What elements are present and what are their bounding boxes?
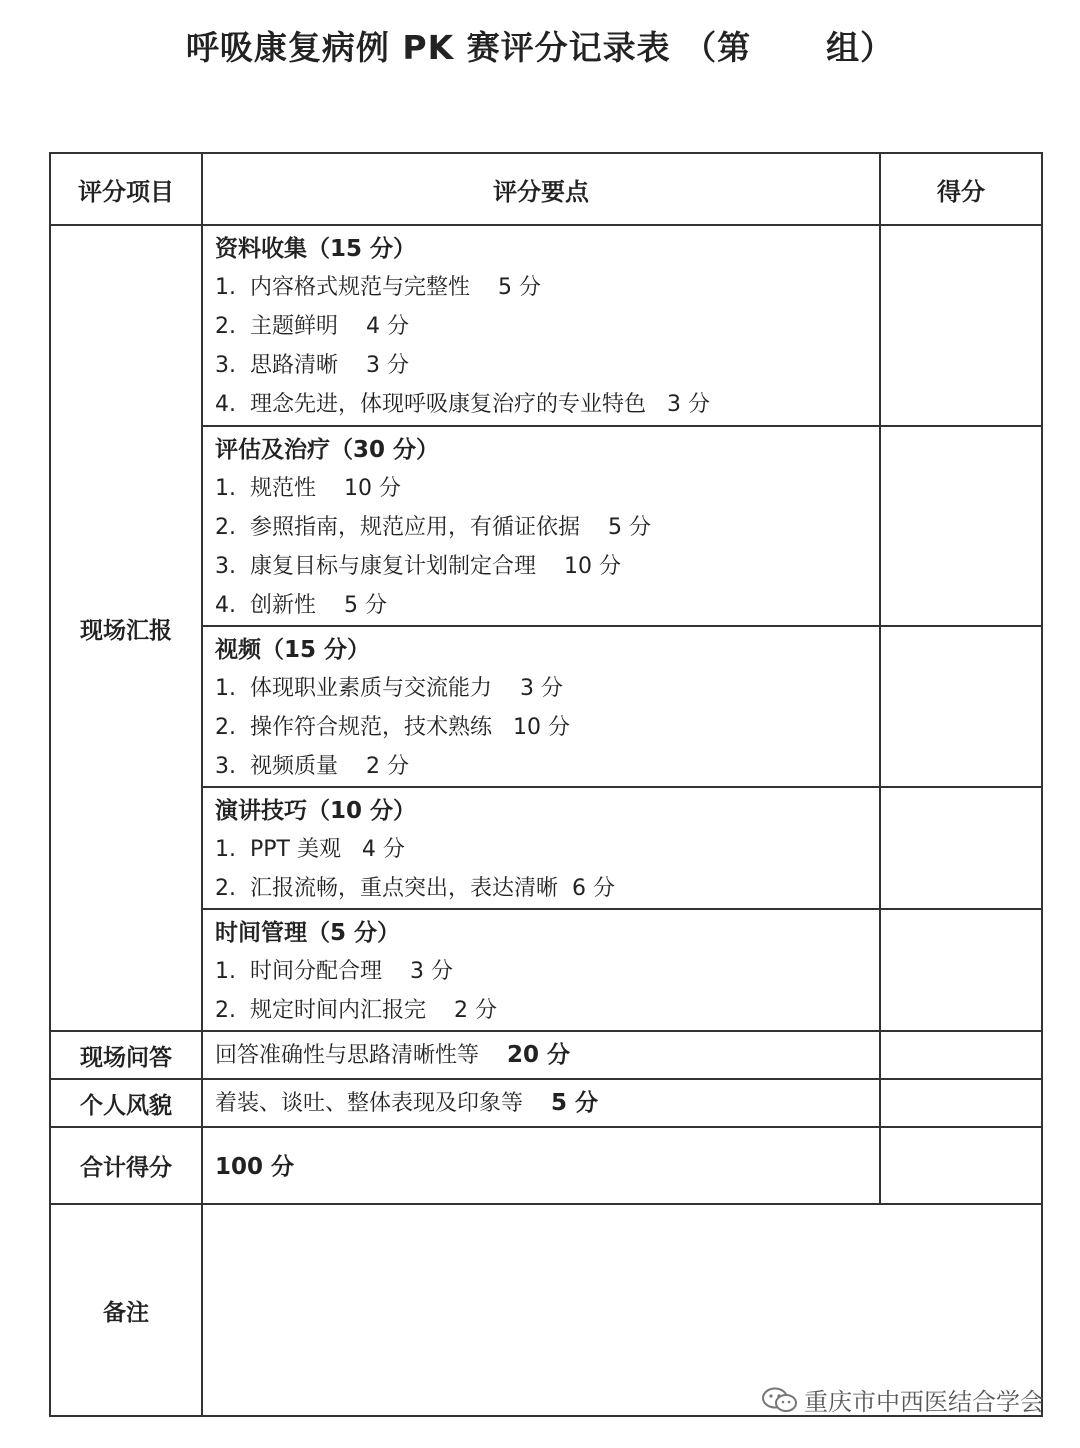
criteria-item: 1. 体现职业素质与交流能力 3 分 — [215, 676, 563, 701]
section-speech — [202, 787, 880, 909]
section-title: 资料收集（15 分） — [215, 236, 417, 262]
qa-content — [202, 1031, 880, 1079]
criteria-item: 2. 汇报流畅，重点突出，表达清晰 6 分 — [215, 876, 615, 901]
score-cell[interactable] — [880, 787, 1042, 909]
header-row — [50, 153, 1042, 225]
total-label: 合计得分 — [50, 1127, 202, 1204]
criteria-item: 1. 规范性 10 分 — [215, 476, 401, 501]
score-cell[interactable] — [880, 1079, 1042, 1127]
criteria-item: 1. 时间分配合理 3 分 — [215, 959, 453, 984]
criteria-item: 3. 思路清晰 3 分 — [215, 353, 409, 378]
page-title — [0, 22, 1080, 69]
score-cell[interactable] — [880, 909, 1042, 1031]
style-row — [50, 1079, 1042, 1127]
title-main: 呼吸康复病例 PK 赛评分记录表 — [185, 28, 671, 67]
qa-text: 回答准确性与思路清晰性等 — [215, 1043, 507, 1068]
criteria-item: 3. 视频质量 2 分 — [215, 754, 409, 779]
total-content — [202, 1127, 880, 1204]
section-title: 时间管理（5 分） — [215, 920, 401, 946]
section-data-collection — [202, 225, 880, 426]
section-row-data-collection — [50, 225, 1042, 426]
wechat-icon — [760, 1386, 800, 1414]
report-label: 现场汇报 — [50, 225, 202, 1031]
score-cell[interactable] — [880, 1127, 1042, 1204]
remarks-label: 备注 — [50, 1204, 202, 1416]
style-label: 个人风貌 — [50, 1079, 202, 1127]
header-score: 得分 — [880, 153, 1042, 225]
header-item: 评分项目 — [50, 153, 202, 225]
watermark-text: 重庆市中西医结合学会 — [804, 1388, 1044, 1416]
section-video — [202, 626, 880, 787]
style-text: 着装、谈吐、整体表现及印象等 — [215, 1091, 551, 1116]
section-time — [202, 909, 880, 1031]
criteria-item: 2. 规定时间内汇报完 2 分 — [215, 998, 497, 1023]
score-cell[interactable] — [880, 225, 1042, 426]
score-cell[interactable] — [880, 426, 1042, 626]
criteria-item: 2. 参照指南，规范应用，有循证依据 5 分 — [215, 515, 651, 540]
score-table — [49, 152, 1043, 1417]
qa-points: 20 分 — [506, 1042, 570, 1068]
criteria-item: 1. PPT 美观 4 分 — [215, 837, 405, 862]
qa-label: 现场问答 — [50, 1031, 202, 1079]
qa-row — [50, 1031, 1042, 1079]
criteria-item: 4. 理念先进，体现呼吸康复治疗的专业特色 3 分 — [215, 392, 710, 417]
title-group: （第 组） — [683, 28, 895, 67]
criteria-item: 2. 操作符合规范，技术熟练 10 分 — [215, 715, 570, 740]
watermark — [760, 1382, 1044, 1417]
criteria-item: 4. 创新性 5 分 — [215, 593, 387, 618]
total-text: 100 分 — [215, 1154, 295, 1180]
header-points: 评分要点 — [202, 153, 880, 225]
criteria-item: 1. 内容格式规范与完整性 5 分 — [215, 275, 541, 300]
section-title: 演讲技巧（10 分） — [215, 798, 417, 824]
score-cell[interactable] — [880, 626, 1042, 787]
style-points: 5 分 — [550, 1090, 598, 1116]
section-title: 评估及治疗（30 分） — [215, 437, 440, 463]
total-row — [50, 1127, 1042, 1204]
style-content — [202, 1079, 880, 1127]
score-cell[interactable] — [880, 1031, 1042, 1079]
criteria-item: 2. 主题鲜明 4 分 — [215, 314, 409, 339]
criteria-item: 3. 康复目标与康复计划制定合理 10 分 — [215, 554, 621, 579]
section-assessment — [202, 426, 880, 626]
section-title: 视频（15 分） — [215, 637, 371, 663]
